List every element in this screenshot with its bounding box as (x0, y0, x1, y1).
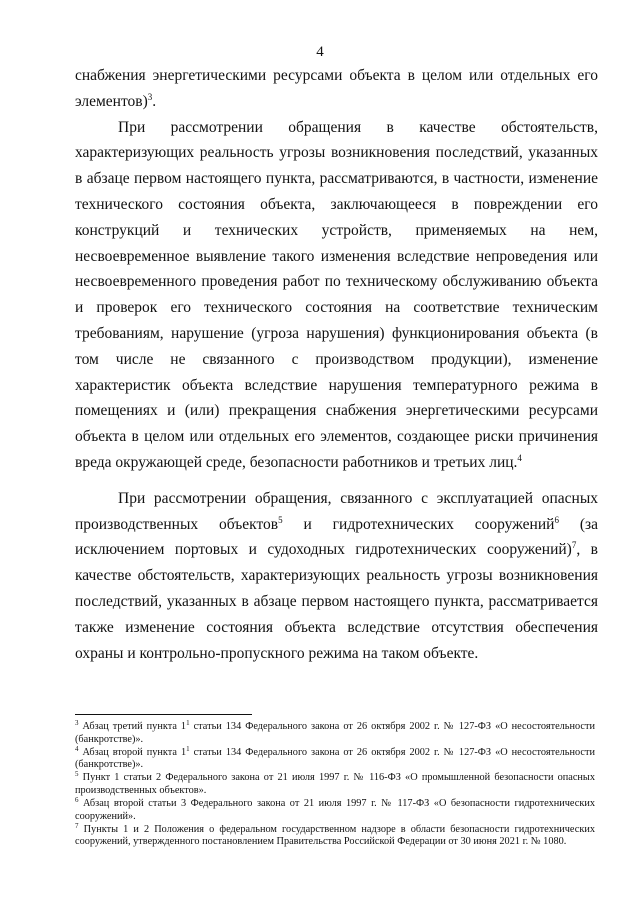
text-segment: Абзац третий пункта 1 (78, 721, 187, 732)
footnote-6 (75, 798, 595, 823)
footnote-marker: 6 (75, 796, 79, 805)
footnote-marker: 4 (517, 452, 522, 463)
footnote-marker: 7 (571, 540, 577, 551)
body-text (75, 63, 598, 666)
text-segment: При рассмотрении обращения в качестве обстоятельств, характеризующих реальность угрозы возникновения последствий, указанных в абзаце первом настоящего пункта, рассматриваются, в частности, изменение технического состояния объекта, заключающееся в повреждении его конструкций и технических устройств, применяемых на нем, несвоевременное выявление такого изменения вследствие непроведения или несвоевременного проведения работ по техническому обслуживанию объекта и проверок его технического состояния на соответствие техническим требованиям, нарушение (угроза нарушения) функционирования объекта (в том числе не связанного с производством продукции), изменение характеристик объекта вследствие нарушения температурного режима в помещениях и (или) прекращения снабжения энергетическими ресурсами объекта в целом или отдельных его элементов, создающее риски причинения вреда окружающей среде, безопасности работников и третьих лиц. (75, 118, 598, 471)
footnote-marker: 4 (75, 744, 79, 753)
footnote-marker: 3 (75, 719, 79, 727)
footnote-marker: 1 (186, 719, 190, 727)
footnote-marker: 5 (75, 770, 79, 779)
page-number: 4 (316, 44, 324, 60)
footnote-marker: 1 (186, 744, 190, 753)
footnote-3 (75, 721, 595, 746)
text-segment: снабжения энергетическими ресурсами объекта в целом или отдельных его элементов) (75, 67, 598, 110)
text-segment: статьи 134 Федерального закона от 26 октября 2002 г. № 127-ФЗ «О несостоятельности (банкротстве)». (75, 721, 596, 745)
text-segment: . (152, 92, 157, 110)
text-segment: Абзац второй статьи 3 Федерального закона от 21 июля 1997 г. № 117-ФЗ «О безопасности гидротехнических сооружений». (75, 798, 595, 822)
text-segment: Абзац второй пункта 1 (78, 746, 187, 758)
footnote-marker: 6 (554, 514, 559, 525)
footnote-marker: 3 (147, 91, 153, 102)
text-segment: , в качестве обстоятельств, характеризующих реальность угрозы возникновения последствий, указанных в абзаце первом настоящего пункта, рассматривается также изменение состояния объекта вследствие отсутствия обеспечения охраны и контрольно-пропускного режима на таком объекте. (75, 541, 598, 662)
footnote-marker: 5 (278, 514, 283, 525)
text-segment: (за исключением портовых и судоходных гидротехнических сооружений) (75, 515, 598, 559)
footnotes (75, 721, 595, 849)
text-segment: При рассмотрении обращения, связанного с эксплуатацией опасных производственных объектов (75, 489, 598, 533)
footnote-marker: 7 (75, 821, 79, 830)
footnote-divider (75, 714, 252, 715)
text-segment: и гидротехнических сооружений (282, 515, 555, 533)
paragraph-continuation (75, 63, 598, 115)
paragraph-hazardous-facilities (75, 486, 598, 667)
text-segment: Пункты 1 и 2 Положения о федеральном государственном надзоре в области безопасности гидротехнических сооружений, утвержденного постановлением Правительства Российской Федерации от 30 июня 2021 г. № 1080. (75, 823, 595, 848)
footnote-4 (75, 744, 596, 772)
paragraph-threat-technical-state (75, 115, 598, 476)
footnote-5 (75, 772, 595, 797)
text-segment: статьи 134 Федерального закона от 26 октября 2002 г. № 127-ФЗ «О несостоятельности (банкротстве)». (75, 746, 596, 771)
footnote-7 (75, 821, 595, 849)
text-segment: Пункт 1 статьи 2 Федерального закона от 21 июля 1997 г. № 116-ФЗ «О промышленной безопасности опасных производственных объектов». (75, 772, 595, 796)
